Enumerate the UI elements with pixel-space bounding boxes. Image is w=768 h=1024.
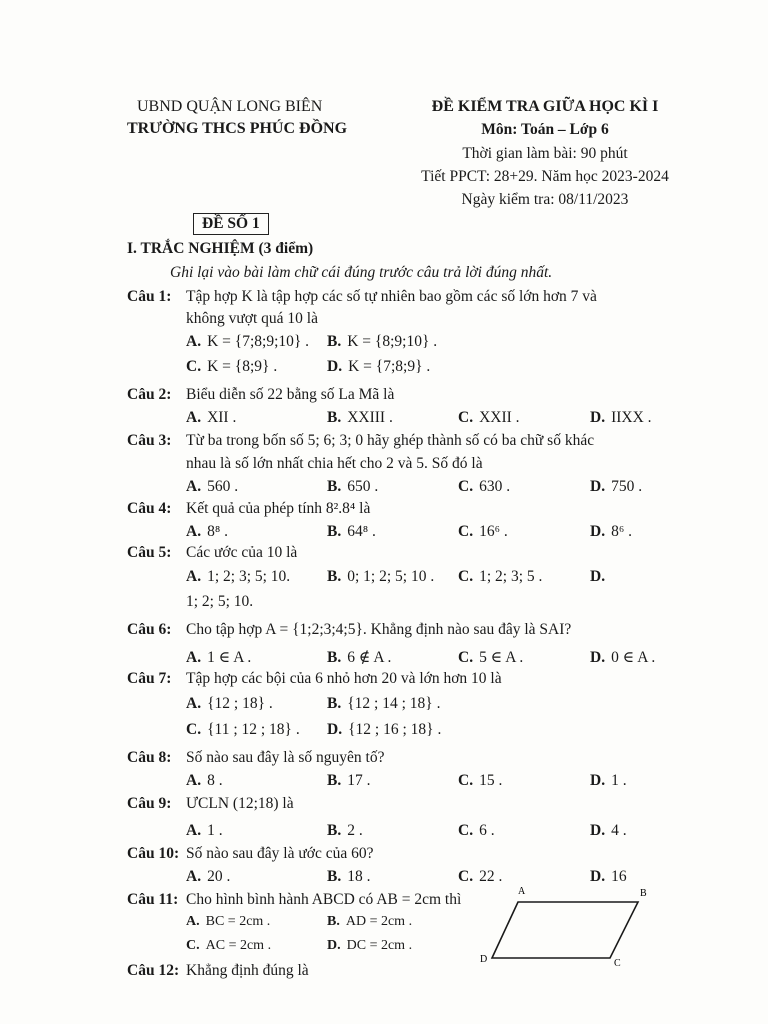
- q9-option-d: D. 4 .: [590, 822, 627, 839]
- q10-option-c: C. 22 .: [458, 868, 503, 885]
- q7-option-b: B. {12 ; 14 ; 18} .: [327, 695, 441, 712]
- q10-text: Số nào sau đây là ước của 60?: [186, 845, 374, 862]
- q10-option-a: A. 20 .: [186, 868, 231, 885]
- q11-option-c: C. AC = 2cm .: [186, 938, 272, 953]
- q4-option-a: A. 8⁸ .: [186, 523, 228, 540]
- q5-option-d-cont: 1; 2; 5; 10.: [186, 593, 254, 610]
- q11-option-d: D. DC = 2cm .: [327, 938, 413, 953]
- instruction: Ghi lại vào bài làm chữ cái đúng trước câu trả lời đúng nhất.: [170, 264, 553, 281]
- q1-option-a: A. K = {7;8;9;10} .: [186, 333, 310, 350]
- q11-option-b: B. AD = 2cm .: [327, 914, 413, 929]
- q7-label: Câu 7:: [127, 670, 172, 687]
- q9-text: ƯCLN (12;18) là: [186, 795, 294, 812]
- q2-option-b: B. XXIII .: [327, 409, 393, 426]
- q2-label: Câu 2:: [127, 386, 172, 403]
- q11-label: Câu 11:: [127, 891, 179, 908]
- q8-option-b: B. 17 .: [327, 772, 371, 789]
- q5-label: Câu 5:: [127, 544, 172, 561]
- q2-option-d: D. IIXX .: [590, 409, 652, 426]
- q3-label: Câu 3:: [127, 432, 172, 449]
- district-name: UBND QUẬN LONG BIÊN: [137, 98, 323, 115]
- q1-label: Câu 1:: [127, 288, 172, 305]
- q11-text: Cho hình bình hành ABCD có AB = 2cm thì: [186, 891, 462, 908]
- ppct-year: Tiết PPCT: 28+29. Năm học 2023-2024: [421, 168, 669, 185]
- q3-text: Từ ba trong bốn số 5; 6; 3; 0 hãy ghép thành số có ba chữ số khác: [186, 432, 595, 449]
- q6-option-c: C. 5 ∈ A .: [458, 649, 524, 666]
- vertex-b-label: B: [640, 888, 647, 899]
- q1-option-b: B. K = {8;9;10} .: [327, 333, 438, 350]
- vertex-d-label: D: [480, 954, 488, 965]
- q5-option-a: A. 1; 2; 3; 5; 10.: [186, 568, 291, 585]
- q3-text-cont: nhau là số lớn nhất chia hết cho 2 và 5. Số đó là: [186, 455, 483, 472]
- q11-option-a: A. BC = 2cm .: [186, 914, 271, 929]
- q1-option-c: C. K = {8;9} .: [186, 358, 278, 375]
- subject: Môn: Toán – Lớp 6: [481, 121, 609, 138]
- q4-option-d: D. 8⁶ .: [590, 523, 632, 540]
- exam-date: Ngày kiểm tra: 08/11/2023: [461, 191, 629, 208]
- duration: Thời gian làm bài: 90 phút: [462, 145, 628, 162]
- q9-option-b: B. 2 .: [327, 822, 363, 839]
- q4-option-b: B. 64⁸ .: [327, 523, 376, 540]
- q3-option-c: C. 630 .: [458, 478, 511, 495]
- q6-option-b: B. 6 ∉ A .: [327, 649, 392, 666]
- exam-title: ĐỀ KIỂM TRA GIỮA HỌC KÌ I: [431, 98, 659, 115]
- q2-text: Biểu diễn số 22 bằng số La Mã là: [186, 386, 395, 403]
- parallelogram-abcd: [492, 902, 638, 958]
- section-title: I. TRẮC NGHIỆM (3 điểm): [127, 240, 314, 257]
- vertex-c-label: C: [614, 958, 621, 968]
- q6-label: Câu 6:: [127, 621, 172, 638]
- q2-option-a: A. XII .: [186, 409, 237, 426]
- q10-option-d: D. 16: [590, 868, 627, 885]
- q3-option-b: B. 650 .: [327, 478, 379, 495]
- q7-option-c: C. {11 ; 12 ; 18} .: [186, 721, 300, 738]
- q5-text: Các ước của 10 là: [186, 544, 298, 561]
- q6-option-a: A. 1 ∈ A .: [186, 649, 252, 666]
- vertex-a-label: A: [518, 886, 526, 897]
- q8-option-d: D. 1 .: [590, 772, 627, 789]
- parallelogram-figure: [478, 882, 658, 968]
- q12-label: Câu 12:: [127, 962, 180, 979]
- q6-option-d: D. 0 ∈ A .: [590, 649, 656, 666]
- q9-label: Câu 9:: [127, 795, 172, 812]
- q8-option-c: C. 15 .: [458, 772, 503, 789]
- q1-option-d: D. K = {7;8;9} .: [327, 358, 431, 375]
- q4-text: Kết quả của phép tính 8².8⁴ là: [186, 500, 371, 517]
- q5-option-c: C. 1; 2; 3; 5 .: [458, 568, 543, 585]
- q8-label: Câu 8:: [127, 749, 172, 766]
- q8-option-a: A. 8 .: [186, 772, 223, 789]
- q1-text-cont: không vượt quá 10 là: [186, 310, 318, 327]
- q10-label: Câu 10:: [127, 845, 180, 862]
- q7-text: Tập hợp các bội của 6 nhỏ hơn 20 và lớn hơn 10 là: [186, 670, 502, 687]
- q10-option-b: B. 18 .: [327, 868, 371, 885]
- q4-label: Câu 4:: [127, 500, 172, 517]
- q2-option-c: C. XXII .: [458, 409, 520, 426]
- exam-code-box: ĐỀ SỐ 1: [193, 213, 269, 235]
- q5-option-b: B. 0; 1; 2; 5; 10 .: [327, 568, 435, 585]
- q5-option-d: D.: [590, 568, 606, 585]
- q1-text: Tập hợp K là tập hợp các số tự nhiên bao gồm các số lớn hơn 7 và: [186, 288, 597, 305]
- school-name: TRƯỜNG THCS PHÚC ĐỒNG: [127, 120, 348, 137]
- q3-option-d: D. 750 .: [590, 478, 643, 495]
- q7-option-d: D. {12 ; 16 ; 18} .: [327, 721, 442, 738]
- q9-option-c: C. 6 .: [458, 822, 495, 839]
- q6-text: Cho tập hợp A = {1;2;3;4;5}. Khẳng định nào sau đây là SAI?: [186, 621, 572, 638]
- q7-option-a: A. {12 ; 18} .: [186, 695, 273, 712]
- q9-option-a: A. 1 .: [186, 822, 223, 839]
- q8-text: Số nào sau đây là số nguyên tố?: [186, 749, 385, 766]
- q12-text: Khẳng định đúng là: [186, 962, 309, 979]
- q4-option-c: C. 16⁶ .: [458, 523, 508, 540]
- q3-option-a: A. 560 .: [186, 478, 239, 495]
